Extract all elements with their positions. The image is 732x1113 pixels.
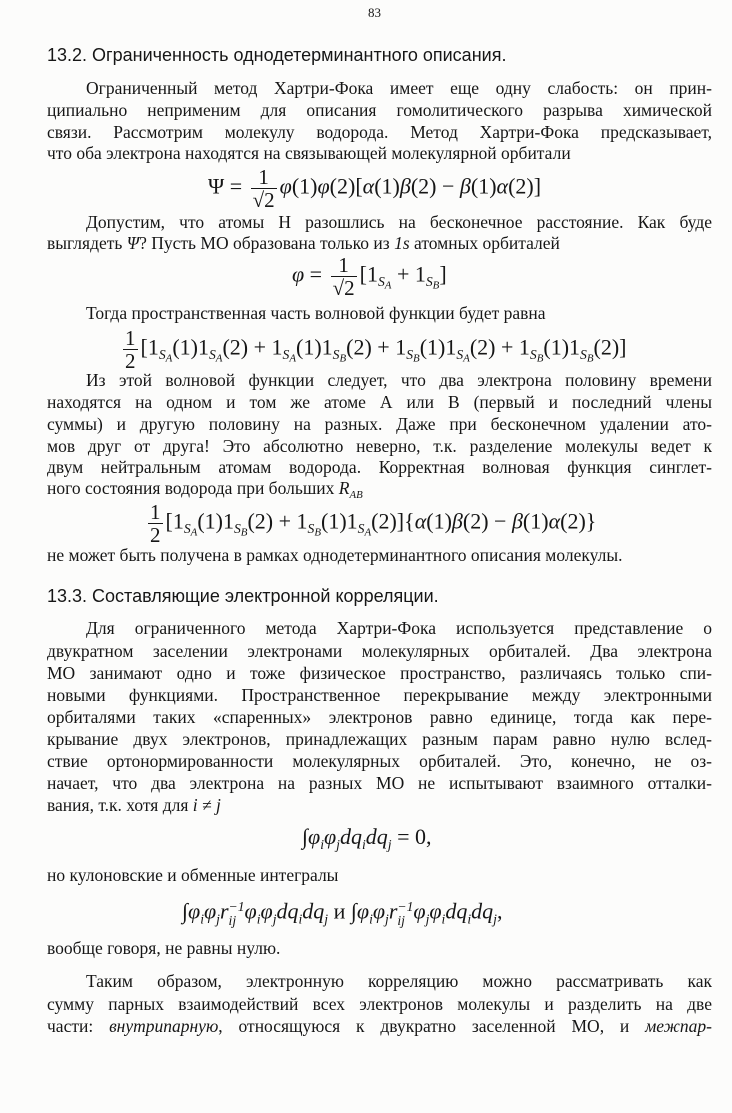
math-symbol: φ: [292, 261, 305, 287]
math-symbol: i ≠ j: [192, 795, 221, 815]
text-line: Ограниченный метод Хартри-Фока имеет еще одну слабость: он прин-: [86, 78, 712, 98]
text-line: двукратном заселении электронами молекулярных орбиталей. Два электрона: [47, 641, 712, 661]
sub-subscript: A: [364, 527, 372, 540]
math-symbol: φ: [260, 898, 273, 924]
math-symbol: φ: [308, 824, 321, 849]
sub-subscript: B: [314, 527, 321, 540]
text-line: ного состояния водорода при больших $R_{AB}$: [47, 478, 363, 501]
text-line: мов друг от друга! Это абсолютно неверно, т.к. разделение молекулы ведет к: [47, 436, 712, 456]
sub-subscript: A: [289, 353, 296, 366]
text-line: ципиально неприменим для описания гомолитического разрыва химической: [47, 100, 712, 120]
math-symbol: межпар-: [645, 1016, 712, 1036]
text-line: Таким образом, электронную корреляцию можно рассматривать как: [86, 971, 712, 991]
math-symbol: φ: [244, 898, 257, 924]
section-heading-13-2: 13.2. Ограниченность однодетерминантного описания.: [47, 45, 507, 65]
math-symbol: dq: [365, 824, 388, 849]
subscript: SB: [425, 274, 440, 293]
subscript: SB: [406, 347, 420, 366]
subscript: i: [256, 911, 261, 927]
sub-subscript: B: [413, 353, 420, 366]
math-symbol: φ: [317, 173, 330, 199]
subscript: j: [272, 911, 277, 927]
subscript: i: [369, 911, 373, 927]
math-symbol: Ψ: [126, 233, 140, 253]
subscript: SA: [377, 274, 392, 293]
fraction: [331, 254, 357, 299]
sub-subscript: B: [536, 353, 544, 366]
text-line: вания, т.к. хотя для i ≠ j: [47, 795, 221, 815]
math-symbol: α: [362, 173, 375, 199]
sub-subscript: B: [240, 527, 248, 540]
subscript: SA: [158, 347, 173, 366]
subscript: j: [216, 911, 220, 927]
text-line: начает, что два электрона на разных МО не испытывают взаимного отталки-: [47, 773, 712, 793]
text-line: выглядеть Ψ? Пусть МО образована только из 1s атомных орбиталей: [47, 233, 560, 253]
text-line: что оба электрона находятся на связывающей молекулярной орбитали: [47, 143, 571, 163]
subscript: ij: [397, 912, 405, 928]
math-symbol: φ: [279, 173, 292, 199]
text-line: находятся на одном и том же атоме А или В (первый и последний члены: [47, 392, 712, 412]
denominator: 2: [125, 349, 136, 374]
sub-sup: [397, 900, 413, 927]
subscript: AB: [349, 488, 363, 501]
math-symbol: 1s: [394, 233, 410, 253]
denominator: √2: [332, 276, 355, 301]
text-line: но кулоновские и обменные интегралы: [47, 865, 339, 885]
text-line: новыми функциями. Пространственное перекрывание между электронными: [47, 685, 712, 705]
formula-overlap-integral: $\int\varphi_i\varphi_jdq_idq_j = 0$,: [302, 824, 432, 852]
math-symbol: φ: [188, 898, 201, 924]
subscript: j: [493, 911, 497, 927]
math-symbol: α: [548, 508, 561, 534]
math-symbol: φ: [372, 898, 386, 924]
text-line: не может быть получена в рамках однодетерминантного описания молекулы.: [47, 545, 623, 565]
subscript: i: [320, 836, 324, 852]
subscript: SB: [307, 521, 321, 540]
text-line: сумму парных взаимодействий всех электронов молекулы и разделить на две: [47, 994, 712, 1014]
text-line: МО занимают одно и тоже физическое пространство, различаясь только спи-: [47, 663, 712, 683]
subscript: i: [361, 836, 366, 852]
subscript: SB: [233, 521, 248, 540]
subscript: i: [200, 911, 204, 927]
math-symbol: dq: [302, 898, 325, 924]
subscript: SA: [183, 521, 198, 540]
math-symbol: φ: [429, 898, 442, 924]
formula-phi: φ = $\frac{1}{√2}$ $[1_{S_A} + 1_{S_B}]$: [292, 253, 447, 301]
numerator: 1: [338, 253, 349, 277]
text-line: части: внутрипарную, относящуюся к двукратно заселенной МО, и межпар-: [47, 1016, 712, 1036]
math-symbol: β: [451, 508, 463, 534]
sub-subscript: A: [463, 353, 470, 366]
subscript: SA: [282, 347, 296, 366]
subscript: i: [298, 911, 303, 927]
text-line: суммы) и другую половину на разных. Даже при бесконечном удалении ато-: [47, 414, 712, 434]
text-line: двум нейтральным атомам водорода. Корректная волновая функция синглет-: [47, 457, 712, 477]
sub-subscript: A: [165, 353, 173, 366]
subscript: SB: [529, 347, 544, 366]
subscript: j: [385, 911, 389, 927]
section-heading-13-3: 13.3. Составляющие электронной корреляции.: [47, 586, 439, 606]
subscript: SB: [332, 347, 347, 366]
math-symbol: φ: [204, 898, 217, 924]
text-line: Тогда пространственная часть волновой функции будет равна: [86, 303, 546, 323]
sub-subscript: A: [215, 353, 223, 366]
fraction: [123, 327, 138, 372]
sub-subscript: B: [339, 353, 347, 366]
text-line: вообще говоря, не равны нулю.: [47, 938, 281, 958]
sub-sup: [229, 900, 245, 927]
numerator: 1: [125, 326, 136, 350]
formula-singlet: $\frac{1}{2}$ $[1_{S_A}(1)1_{S_B}(2) + 1_{S_B}(1)1_{S_A}(2)]\{\alpha(1)\beta(2) - \beta(1)\alpha(2)\}$: [150, 500, 597, 548]
math-symbol: dq: [471, 898, 494, 924]
sub-subscript: A: [384, 280, 392, 293]
subscript: ij: [228, 912, 237, 928]
math-symbol: r: [388, 898, 398, 924]
superscript: −1: [228, 899, 245, 914]
subscript: j: [324, 911, 329, 927]
math-symbol: β: [511, 508, 523, 534]
page-number: 83: [368, 5, 381, 20]
subscript: i: [467, 911, 472, 927]
math-symbol: dq: [445, 898, 468, 924]
text-line: Допустим, что атомы Н разошлись на бесконечное расстояние. Как буде: [86, 212, 712, 232]
subscript: j: [387, 836, 392, 852]
subscript: SB: [580, 347, 594, 366]
math-symbol: α: [414, 508, 427, 534]
math-symbol: dq: [339, 824, 362, 849]
math-symbol: R: [338, 478, 350, 498]
formula-coulomb-exchange: $\int\varphi_i\varphi_jr$ −1 ij $\varphi_i\varphi_jdq_idq_j$ и $\int\varphi_i\varphi_jr$ −1 ij $\varphi_j\varphi_idq_idq_j$,: [182, 898, 503, 928]
sub-subscript: B: [432, 280, 440, 293]
text-line: Для ограниченного метода Хартри-Фока используется представление о: [86, 618, 712, 638]
subscript: SA: [357, 521, 372, 540]
text-line: крывание двух электронов, принадлежащих разным парам равно нулю вслед-: [47, 729, 712, 749]
subscript: j: [425, 911, 430, 927]
denominator: 2: [150, 523, 161, 548]
math-symbol: φ: [356, 898, 370, 924]
subscript: SA: [208, 347, 223, 366]
math-symbol: α: [496, 173, 509, 199]
denominator: √2: [252, 188, 275, 213]
math-symbol: φ: [413, 898, 426, 924]
numerator: 1: [150, 500, 161, 524]
subscript: SA: [456, 347, 470, 366]
formula-psi: Ψ = $\frac{1}{√2}$ φ(1)φ(2)[α(1)β(2) − β(1)α(2)]: [208, 165, 542, 213]
sub-subscript: A: [190, 527, 198, 540]
math-symbol: φ: [324, 824, 337, 849]
fraction: [251, 166, 277, 211]
math-symbol: β: [459, 173, 471, 199]
math-symbol: dq: [276, 898, 299, 924]
text-line: Из этой волновой функции следует, что два электрона половину времени: [86, 370, 712, 390]
subscript: i: [441, 911, 446, 927]
superscript: −1: [397, 899, 414, 914]
math-symbol: внутрипарную: [109, 1016, 219, 1036]
text-line: связи. Рассмотрим молекулу водорода. Метод Хартри-Фока предсказывает,: [47, 122, 712, 142]
fraction: [148, 501, 163, 546]
math-symbol: β: [399, 173, 411, 199]
formula-spatial-part: $\frac{1}{2}$ $[1_{S_A}(1)1_{S_A}(2) + 1_{S_A}(1)1_{S_B}(2) + 1_{S_B}(1)1_{S_A}(2) + 1_{S_B}(1)1_{S_B}(2)]$: [125, 326, 627, 374]
subscript: j: [336, 836, 340, 852]
text-line: орбиталями таких «спаренных» электронов равно единице, тогда как пере-: [47, 707, 712, 727]
sub-subscript: B: [586, 353, 594, 366]
math-symbol: r: [219, 898, 229, 924]
numerator: 1: [258, 165, 269, 189]
text-line: ствие ортонормированности молекулярных орбиталей. Это, конечно, не оз-: [47, 751, 712, 771]
